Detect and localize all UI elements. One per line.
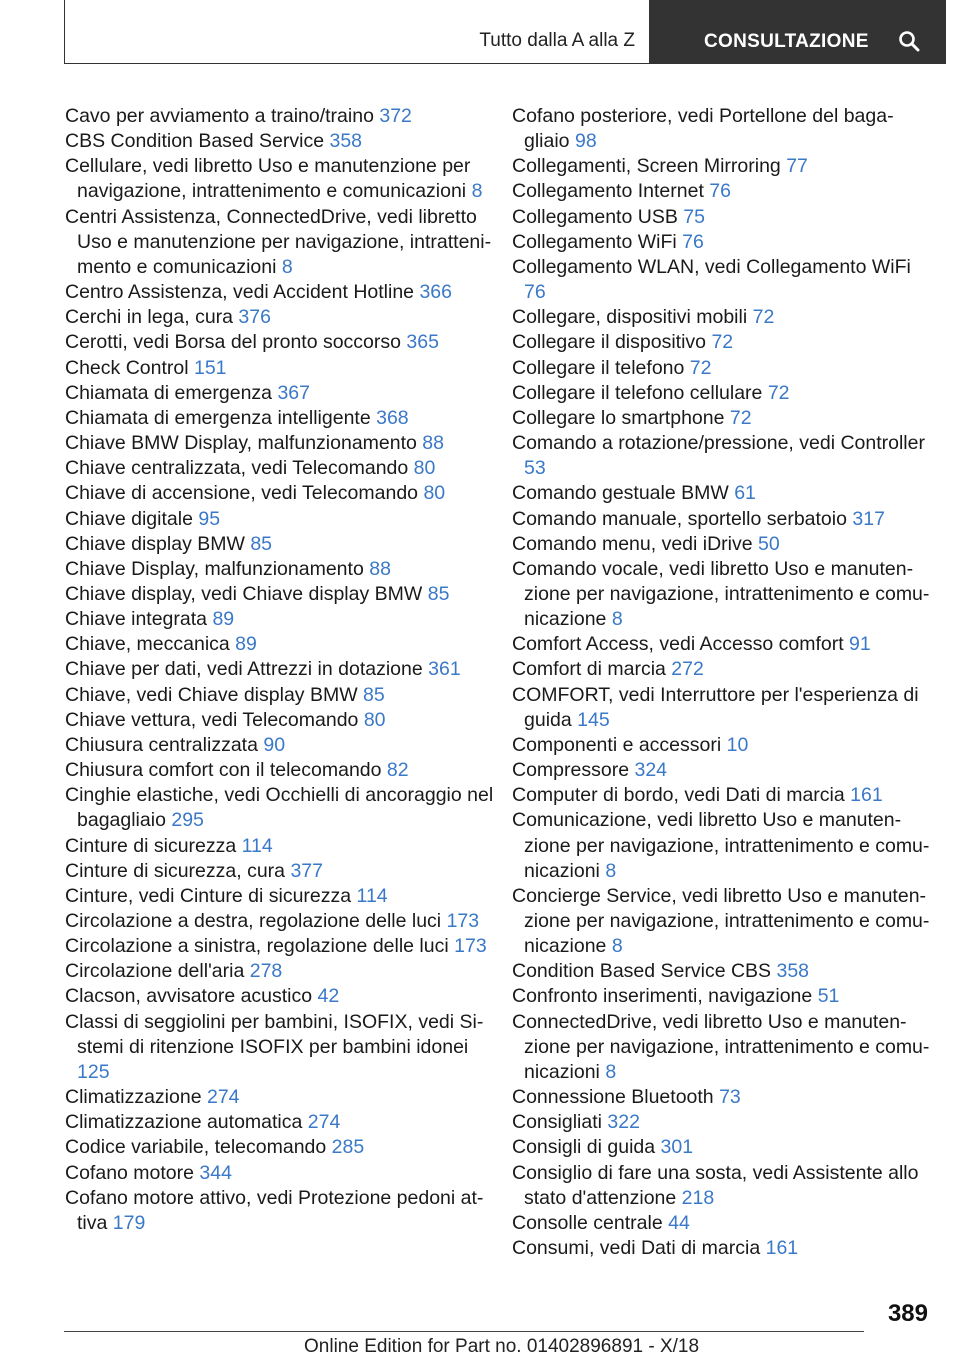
page-link[interactable]: 98 [574,130,597,153]
page-link[interactable]: 76 [682,230,704,253]
index-entry [512,683,932,733]
index-entry [512,305,932,330]
index-entry-text: Cinghie elastiche, vedi Occhielli di ancoraggio nel bagagliaio [65,784,494,832]
page-link[interactable]: 73 [719,1086,741,1109]
page-link[interactable]: 151 [193,356,227,379]
index-entry-text: Chiave per dati, vedi Attrezzi in dotazione [65,658,423,681]
index-entry [512,632,932,657]
index-entry-text: Consolle centrale [512,1211,663,1234]
index-entry [512,984,932,1009]
page-link[interactable]: 72 [689,356,712,379]
index-entry [65,456,505,481]
page-link[interactable]: 114 [356,884,388,907]
index-entry-text: Cinture, vedi Cinture di sicurezza [65,884,352,907]
index-entry-text: Comando a rotazione/pressione, vedi Controller [512,432,925,455]
page-link[interactable]: 8 [605,859,617,882]
page-link[interactable]: 85 [427,582,450,605]
index-entry-text: Chiave, meccanica [65,633,230,656]
index-entry-text: COMFORT, vedi Interruttore per l'esperienza di guida [512,683,919,731]
section-title: Tutto dalla A alla Z [479,30,635,51]
index-entry-text: Cinture di sicurezza [65,834,237,857]
page-link[interactable]: 61 [734,482,756,505]
page-link[interactable]: 72 [711,331,734,354]
index-entry-text: Collegamento WLAN, vedi Collegamento WiFi [512,255,911,278]
page-link[interactable]: 89 [212,608,235,631]
index-entry [512,959,932,984]
index-entry-text: Comfort di marcia [512,658,666,681]
index-entry [512,1236,932,1261]
index-entry [65,909,505,934]
index-entry-text: Chiusura comfort con il telecomando [65,759,382,782]
page-link[interactable]: 295 [171,809,204,832]
page-link[interactable]: 76 [709,180,731,203]
index-entry-text: Cerotti, vedi Borsa del pronto soccorso [65,331,401,354]
index-entry-text: Circolazione dell'aria [65,960,245,983]
index-entry-text: Centro Assistenza, vedi Accident Hotline [65,281,415,304]
page-link[interactable]: 173 [454,935,487,958]
index-entry-text: Check Control [65,356,189,379]
page-link[interactable]: 8 [471,180,483,203]
page-link[interactable]: 317 [852,507,885,530]
index-entry-text: Chiamata di emergenza [65,381,273,404]
page-link[interactable]: 272 [671,658,704,681]
index-entry [65,607,505,632]
index-entry [512,104,932,154]
page-link[interactable]: 365 [406,331,439,354]
index-entry [65,884,505,909]
index-entry-text: Componenti e accessori [512,733,722,756]
index-entry-text: Cofano posteriore, vedi Portellone del bagagliaio [512,105,894,153]
page-link[interactable]: 80 [413,457,436,480]
index-entry [65,708,505,733]
page-link[interactable]: 372 [379,105,412,127]
index-entry [65,381,505,406]
page-link[interactable]: 50 [758,532,780,555]
index-entry-text: Cellulare, vedi libretto Uso e manutenzione per navigazione, intrattenimento e comunicazioni [65,155,471,203]
page-link[interactable]: 85 [363,683,385,706]
index-entry [512,532,932,557]
index-entry [512,406,932,431]
index-entry-text: Chiave integrata [65,608,208,631]
index-entry-text: Chiave di accensione, vedi Telecomando [65,482,419,505]
index-entry-text: Collegamento USB [512,205,678,228]
page-link[interactable]: 173 [446,910,480,932]
page-link[interactable]: 42 [317,985,340,1008]
index-entry-text: Comando manuale, sportello serbatoio [512,507,847,530]
index-entry-text: Comunicazione, vedi libretto Uso e manutenzione per navigazione, intrattenimento e comunicazioni [512,809,930,882]
index-entry-text: Climatizzazione automatica [65,1111,303,1134]
page-link[interactable]: 358 [776,960,810,983]
page-link[interactable]: 274 [206,1086,240,1109]
page-link[interactable]: 366 [419,281,452,304]
index-entry-text: Climatizzazione [65,1086,202,1109]
index-entry [65,104,505,129]
index-entry-text: Collegamento Internet [512,180,704,203]
index-entry-text: Codice variabile, telecomando [65,1136,327,1159]
page-number: 389 [887,1300,928,1327]
index-entry [65,1010,505,1085]
page-link[interactable]: 53 [524,457,546,480]
page-link[interactable]: 76 [524,281,546,304]
page-link[interactable]: 88 [422,432,444,455]
index-entry [512,255,932,305]
index-entry [512,179,932,204]
index-entry [65,431,505,456]
page-link[interactable]: 322 [607,1111,640,1134]
index-entry [512,884,932,959]
header-section-box [64,0,650,64]
page-link[interactable]: 285 [331,1136,365,1159]
index-entry-text: Collegare, dispositivi mobili [512,306,748,329]
index-entry-text: Collegare lo smartphone [512,406,725,429]
index-entry-text: Clacson, avvisatore acustico [65,985,313,1008]
index-entry [512,783,932,808]
page-link[interactable]: 377 [290,859,323,882]
page-link[interactable]: 91 [849,633,871,656]
index-entry [512,507,932,532]
index-entry-text: Chiave vettura, vedi Telecomando [65,708,359,731]
index-entry [65,582,505,607]
index-entry-text: Collegare il telefono cellulare [512,381,763,404]
page-link[interactable]: 8 [281,255,293,278]
index-entry [512,1085,932,1110]
page-link[interactable]: 278 [249,960,283,983]
page-link[interactable]: 218 [681,1186,715,1209]
page-link[interactable]: 82 [386,759,409,782]
page-link[interactable]: 358 [329,130,363,153]
index-entry-text: Comando menu, vedi iDrive [512,532,753,555]
page-link[interactable]: 361 [428,658,461,681]
index-entry-text: Collegamenti, Screen Mirroring [512,155,781,178]
index-entry-text: Chiusura centralizzata [65,733,258,756]
index-entry [512,1161,932,1211]
index-entry [65,1085,505,1110]
page-link[interactable]: 367 [277,381,310,404]
page-link[interactable]: 44 [668,1211,690,1234]
index-entry-text: Comando gestuale BMW [512,482,729,505]
index-column-right [512,104,932,1261]
index-entry-text: Comando vocale, vedi libretto Uso e manutenzione per navigazione, intrattenimento e comunicazione [512,557,930,631]
page-link[interactable]: 344 [199,1161,232,1184]
index-entry-text: Circolazione a sinistra, regolazione delle luci [65,935,449,958]
index-entry [65,507,505,532]
index-entry-text: Circolazione a destra, regolazione delle luci [65,910,442,932]
footer-edition: Online Edition for Part no. 01402896891 - X/18 [304,1336,700,1357]
index-entry [512,808,932,883]
page-link[interactable]: 51 [817,985,840,1008]
index-entry-text: Collegare il dispositivo [512,331,707,354]
index-entry [65,934,505,959]
page-link[interactable]: 274 [307,1111,341,1134]
page-link[interactable]: 95 [198,507,221,530]
index-entry-text: Centri Assistenza, ConnectedDrive, vedi libretto Uso e manutenzione per navigazione, intrattenimento e comunicazioni [65,205,492,278]
index-entry [512,205,932,230]
page-link[interactable]: 72 [729,406,752,429]
page-link[interactable]: 368 [376,406,409,429]
index-entry [512,657,932,682]
index-entry [65,984,505,1009]
page-link[interactable]: 8 [605,1060,617,1083]
page-link[interactable]: 10 [726,733,749,756]
footer-divider [64,1331,864,1332]
page-link[interactable]: 72 [767,381,790,404]
page-link[interactable]: 161 [765,1237,799,1260]
page-link[interactable]: 77 [786,155,808,178]
index-entry-text: Cofano motore attivo, vedi Protezione pedoni attiva [65,1186,484,1234]
index-entry-text: Concierge Service, vedi libretto Uso e manutenzione per navigazione, intrattenimento e comunicazione [512,884,930,958]
index-entry [512,1010,932,1085]
index-entry [65,557,505,582]
page-link[interactable]: 301 [660,1136,694,1159]
index-entry-text: ConnectedDrive, vedi libretto Uso e manutenzione per navigazione, intrattenimento e comunicazioni [512,1010,930,1083]
index-entry [65,305,505,330]
index-entry-text: Classi di seggiolini per bambini, ISOFIX, vedi Sistemi di ritenzione ISOFIX per bambini idonei [65,1010,484,1058]
page-link[interactable]: 179 [112,1211,146,1234]
index-entry-text: Chiave display BMW [65,532,245,555]
index-entry [512,230,932,255]
index-entry [65,532,505,557]
index-entry-text: Confronto inserimenti, navigazione [512,985,813,1008]
page-link[interactable]: 145 [577,708,610,731]
page-link[interactable]: 90 [263,733,286,756]
index-entry-text: Consumi, vedi Dati di marcia [512,1237,761,1260]
index-entry [65,758,505,783]
index-entry-text: Collegare il telefono [512,356,685,379]
index-column-left [65,104,505,1236]
index-entry [512,1135,932,1160]
index-entry [512,381,932,406]
page-link[interactable]: 8 [611,935,623,958]
index-entry [65,783,505,833]
index-entry-text: Consigli di guida [512,1136,656,1159]
search-icon[interactable] [898,30,920,52]
index-entry [65,481,505,506]
index-entry-text: Comfort Access, vedi Accesso comfort [512,633,844,656]
page-link[interactable]: 324 [634,759,668,782]
index-entry [65,859,505,884]
page-link[interactable]: 80 [363,708,386,731]
index-entry [65,330,505,355]
index-entry [65,733,505,758]
index-entry [65,683,505,708]
page-link[interactable]: 88 [369,557,391,580]
index-entry [65,1135,505,1160]
index-entry [512,1211,932,1236]
index-entry-text: Chiave centralizzata, vedi Telecomando [65,457,409,480]
index-entry [65,632,505,657]
chapter-label: CONSULTAZIONE [704,31,869,52]
index-entry-text: Chiave display, vedi Chiave display BMW [65,582,423,605]
index-entry [65,1161,505,1186]
header-chapter-tab[interactable] [650,0,946,64]
index-entry [65,657,505,682]
page-link[interactable]: 75 [683,205,705,228]
index-entry-text: Computer di bordo, vedi Dati di marcia [512,784,845,807]
index-entry [65,356,505,381]
page-link[interactable]: 8 [611,608,623,631]
index-entry [65,1186,505,1236]
page-link[interactable]: 125 [77,1060,110,1083]
index-entry-text: Consiglio di fare una sosta, vedi Assistente allo stato d'attenzione [512,1161,919,1209]
index-entry-text: Cofano motore [65,1161,194,1184]
index-entry [512,481,932,506]
page-link[interactable]: 89 [235,633,257,656]
index-entry [65,1110,505,1135]
index-entry [512,431,932,481]
index-entry [65,280,505,305]
index-entry-text: Collegamento WiFi [512,230,677,253]
index-entry-text: CBS Condition Based Service [65,130,325,153]
index-entry-text: Cerchi in lega, cura [65,306,233,329]
index-entry-text: Cinture di sicurezza, cura [65,859,286,882]
index-entry [512,330,932,355]
page-link[interactable]: 376 [238,306,271,329]
index-entry-text: Consigliati [512,1111,602,1134]
index-entry [512,1110,932,1135]
index-entry-text: Connessione Bluetooth [512,1086,714,1109]
index-entry [512,733,932,758]
index-entry [512,557,932,632]
index-entry-text: Chiave digitale [65,507,193,530]
index-entry-text: Chiave BMW Display, malfunzionamento [65,432,417,455]
index-entry [65,154,505,204]
page-link[interactable]: 161 [850,784,883,807]
page-link[interactable]: 114 [241,834,273,857]
index-entry [512,758,932,783]
index-entry-text: Chiamata di emergenza intelligente [65,406,371,429]
index-entry [65,205,505,280]
index-entry-text: Chiave Display, malfunzionamento [65,557,364,580]
index-entry-text: Chiave, vedi Chiave display BMW [65,683,358,706]
page-link[interactable]: 80 [423,482,446,505]
index-entry [65,959,505,984]
index-entry [65,406,505,431]
index-entry-text: Compressore [512,759,630,782]
index-entry [65,834,505,859]
index-entry-text: Cavo per avviamento a traino/traino [65,105,374,127]
index-entry [512,154,932,179]
index-entry-text: Condition Based Service CBS [512,960,772,983]
index-entry [512,356,932,381]
page-link[interactable]: 72 [752,306,775,329]
index-entry [65,129,505,154]
page-link[interactable]: 85 [250,532,273,555]
